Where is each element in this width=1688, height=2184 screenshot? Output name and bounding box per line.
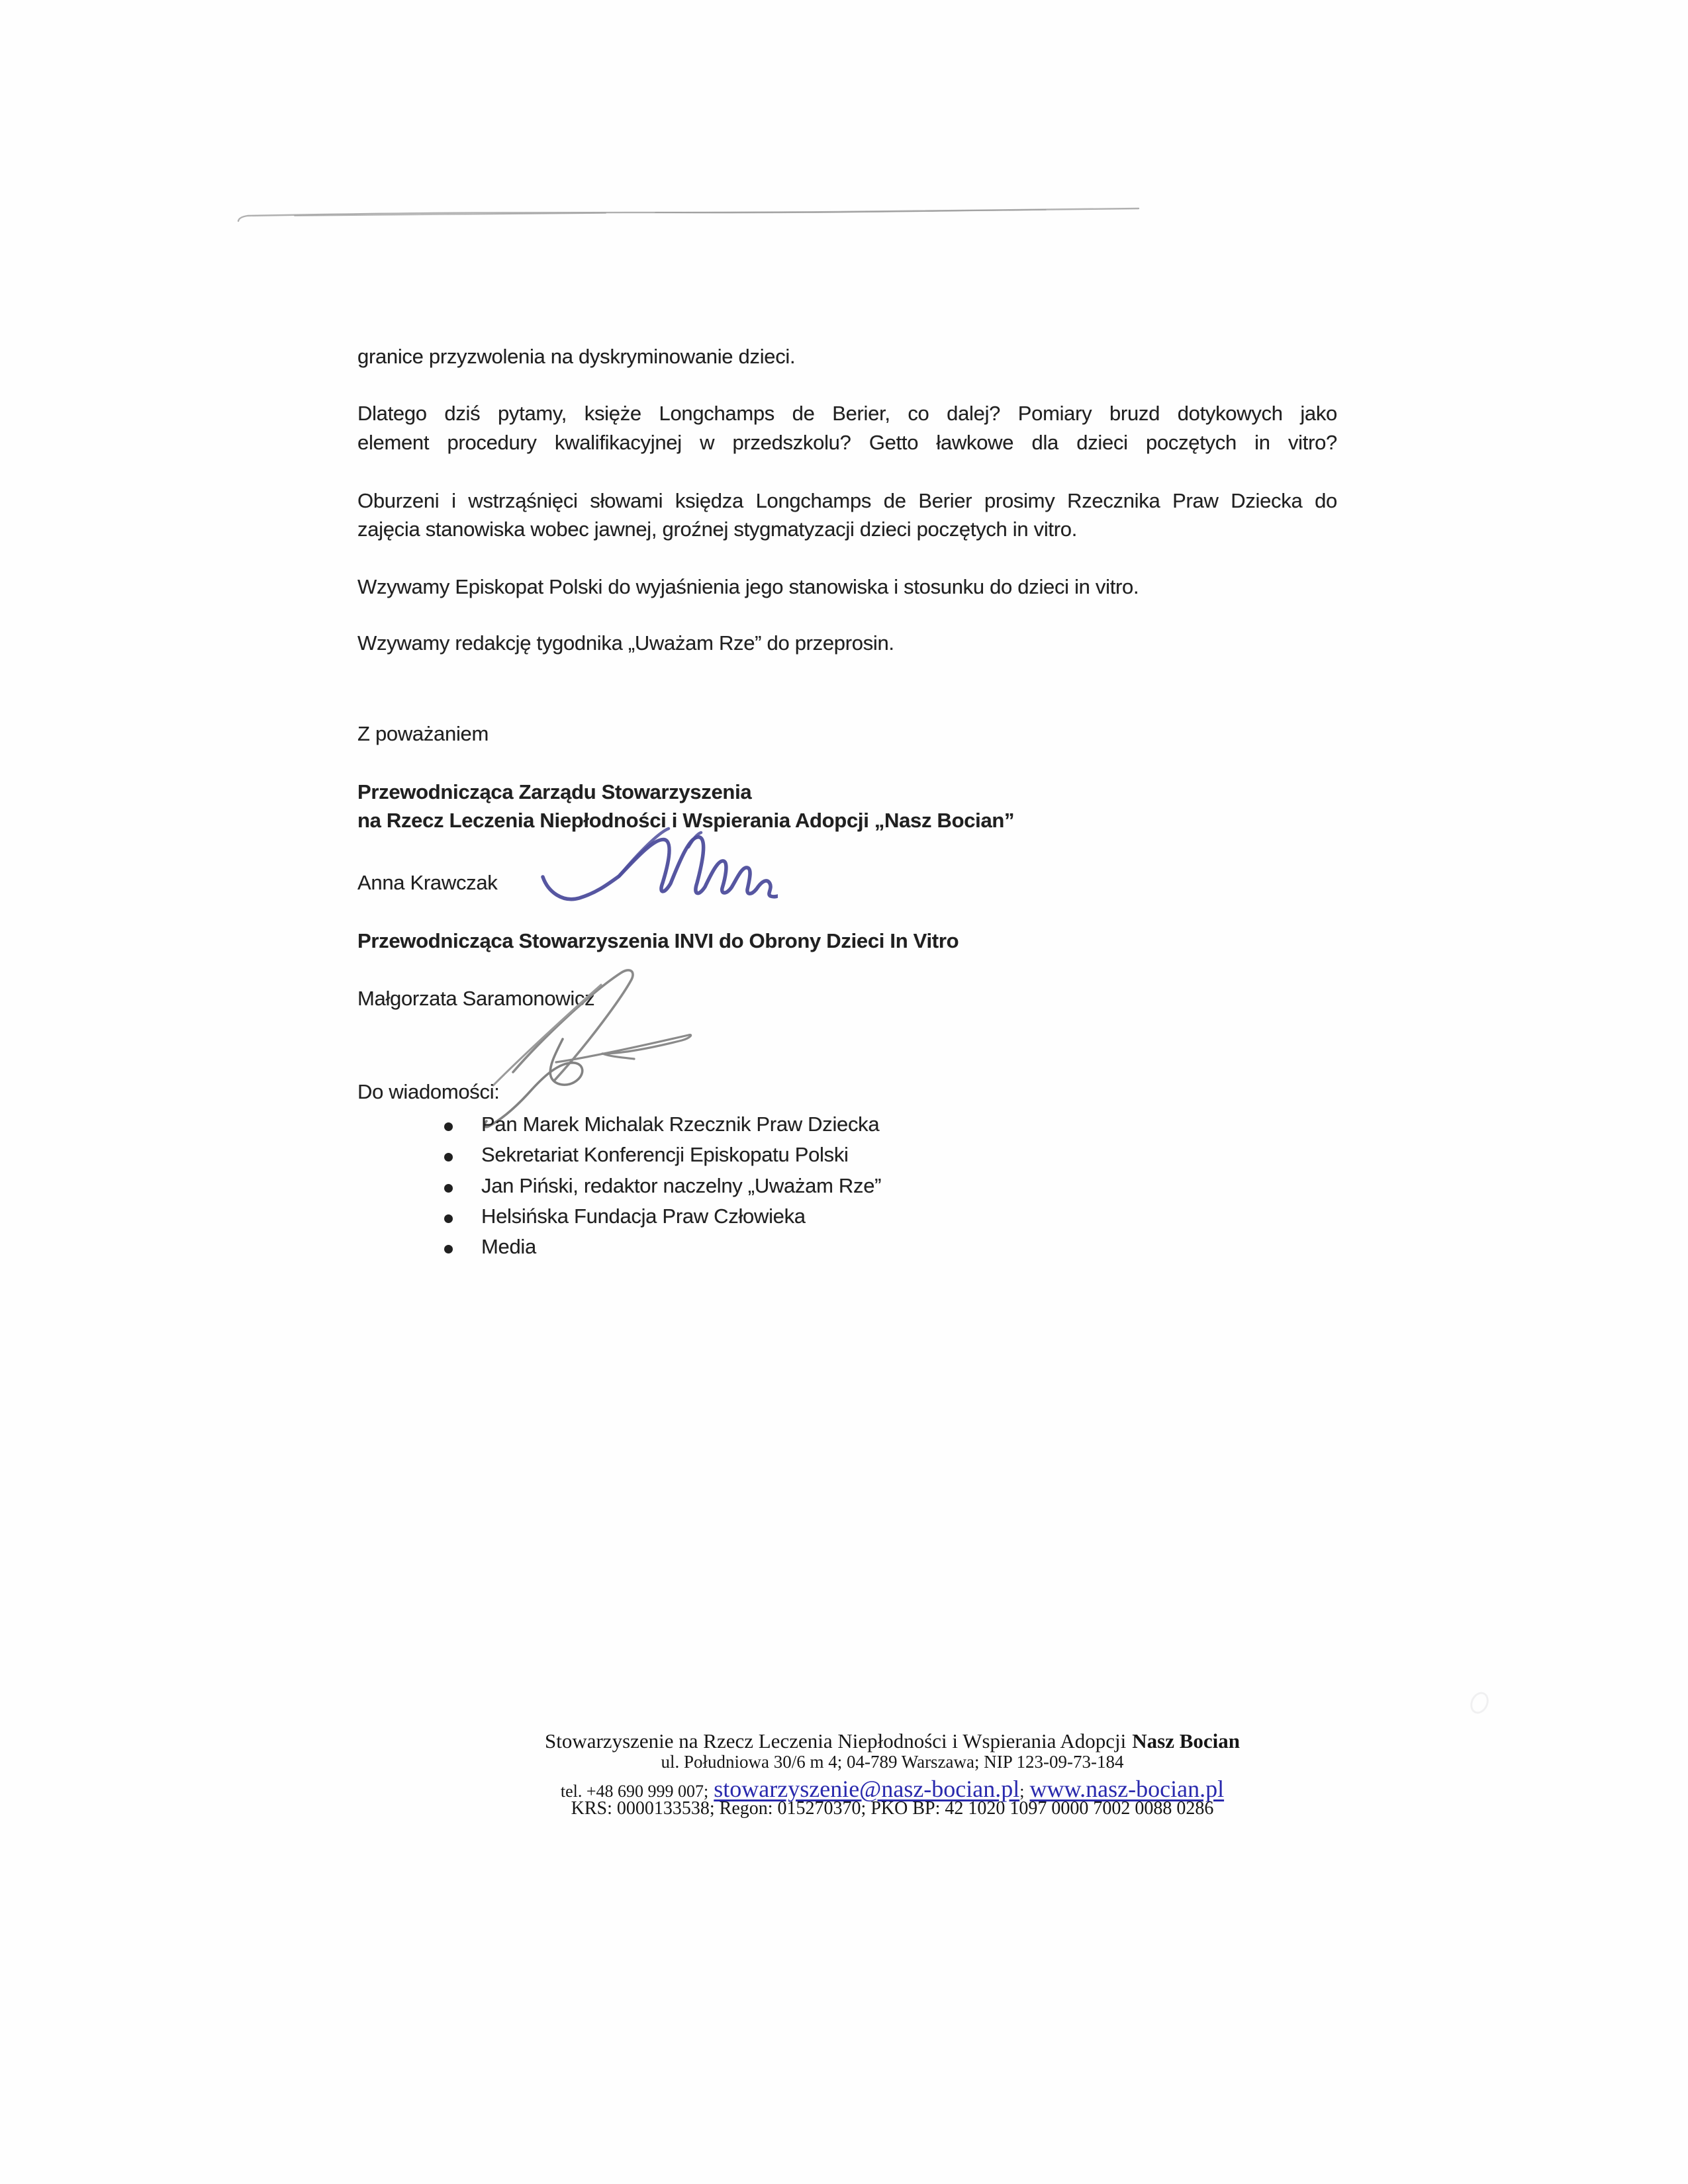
footer-org-name-bold: Nasz Bocian <box>1132 1729 1241 1752</box>
bullet-icon <box>444 1122 453 1131</box>
cc-list-item <box>357 1140 1337 1170</box>
paragraph-3-line-1: Oburzeni i wstrząśnięci słowami księdza Longchamps de Berier prosimy Rzecznika Praw Dziecka do <box>357 489 1337 512</box>
cc-item-label: Jan Piński, redaktor naczelny „Uważam Rze” <box>481 1173 882 1197</box>
signer2-name: Małgorzata Saramonowicz <box>357 987 595 1010</box>
footer-org-name: Stowarzyszenie na Rzecz Leczenia Niepłodności i Wspierania Adopcji <box>544 1729 1127 1752</box>
cc-item-label: Helsińska Fundacja Praw Człowieka <box>481 1204 806 1228</box>
cc-item-label: Pan Marek Michalak Rzecznik Praw Dziecka <box>481 1113 880 1136</box>
bullet-icon <box>444 1214 453 1223</box>
footer-address-line: ul. Południowa 30/6 m 4; 04-789 Warszawa; NIP 123-09-73-184 <box>661 1752 1124 1772</box>
paragraph-3-line-2: zajęcia stanowiska wobec jawnej, groźnej stygmatyzacji dzieci poczętych in vitro. <box>357 518 1078 541</box>
cc-heading: Do wiadomości: <box>357 1080 500 1103</box>
footer-email-link[interactable]: stowarzyszenie@nasz-bocian.pl <box>714 1776 1020 1802</box>
footer-org-line <box>230 1730 1554 1752</box>
paragraph-2-line-1: Dlatego dziś pytamy, księże Longchamps de Berier, co dalej? Pomiary bruzd dotykowych jako <box>357 402 1337 425</box>
footer-phone: tel. +48 690 999 007; <box>560 1782 709 1801</box>
signer1-title-line-1: Przewodnicząca Zarządu Stowarzyszenia <box>357 780 752 803</box>
footer-separator: ; <box>1019 1782 1025 1801</box>
cc-list-item <box>357 1109 1337 1140</box>
paragraph-1-line-1: granice przyzwolenia na dyskryminowanie dzieci. <box>357 345 796 368</box>
scan-artifact-line <box>232 202 1152 235</box>
paragraph-2-line-2: element procedury kwalifikacyjnej w przedszkolu? Getto ławkowe dla dzieci poczętych in vitro? <box>357 431 1337 454</box>
bullet-icon <box>444 1245 453 1253</box>
cc-list-item <box>357 1171 1337 1201</box>
signer1-title-line-2: na Rzecz Leczenia Niepłodności i Wspierania Adopcji „Nasz Bocian” <box>357 809 1015 832</box>
paragraph-5: Wzywamy redakcję tygodnika „Uważam Rze” do przeprosin. <box>357 631 894 655</box>
signer2-title: Przewodnicząca Stowarzyszenia INVI do Obrony Dzieci In Vitro <box>357 929 959 952</box>
footer-registry-line: KRS: 0000133538; Regon: 015270370; PKO BP: 42 1020 1097 0000 7002 0088 0286 <box>571 1798 1214 1819</box>
bullet-icon <box>444 1153 453 1161</box>
paragraph-4: Wzywamy Episkopat Polski do wyjaśnienia jego stanowiska i stosunku do dzieci in vitro. <box>357 575 1139 598</box>
cc-list <box>357 1109 1337 1262</box>
scan-smudge <box>1467 1689 1492 1717</box>
footer-website-link[interactable]: www.nasz-bocian.pl <box>1029 1776 1225 1802</box>
cc-item-label: Sekretariat Konferencji Episkopatu Polski <box>481 1143 849 1167</box>
cc-list-item <box>357 1232 1337 1262</box>
closing-phrase: Z poważaniem <box>357 722 489 745</box>
anna-krawczak-signature <box>526 821 778 920</box>
cc-list-item <box>357 1201 1337 1232</box>
bullet-icon <box>444 1184 453 1193</box>
signer1-name: Anna Krawczak <box>357 871 498 894</box>
cc-item-label: Media <box>481 1235 536 1259</box>
